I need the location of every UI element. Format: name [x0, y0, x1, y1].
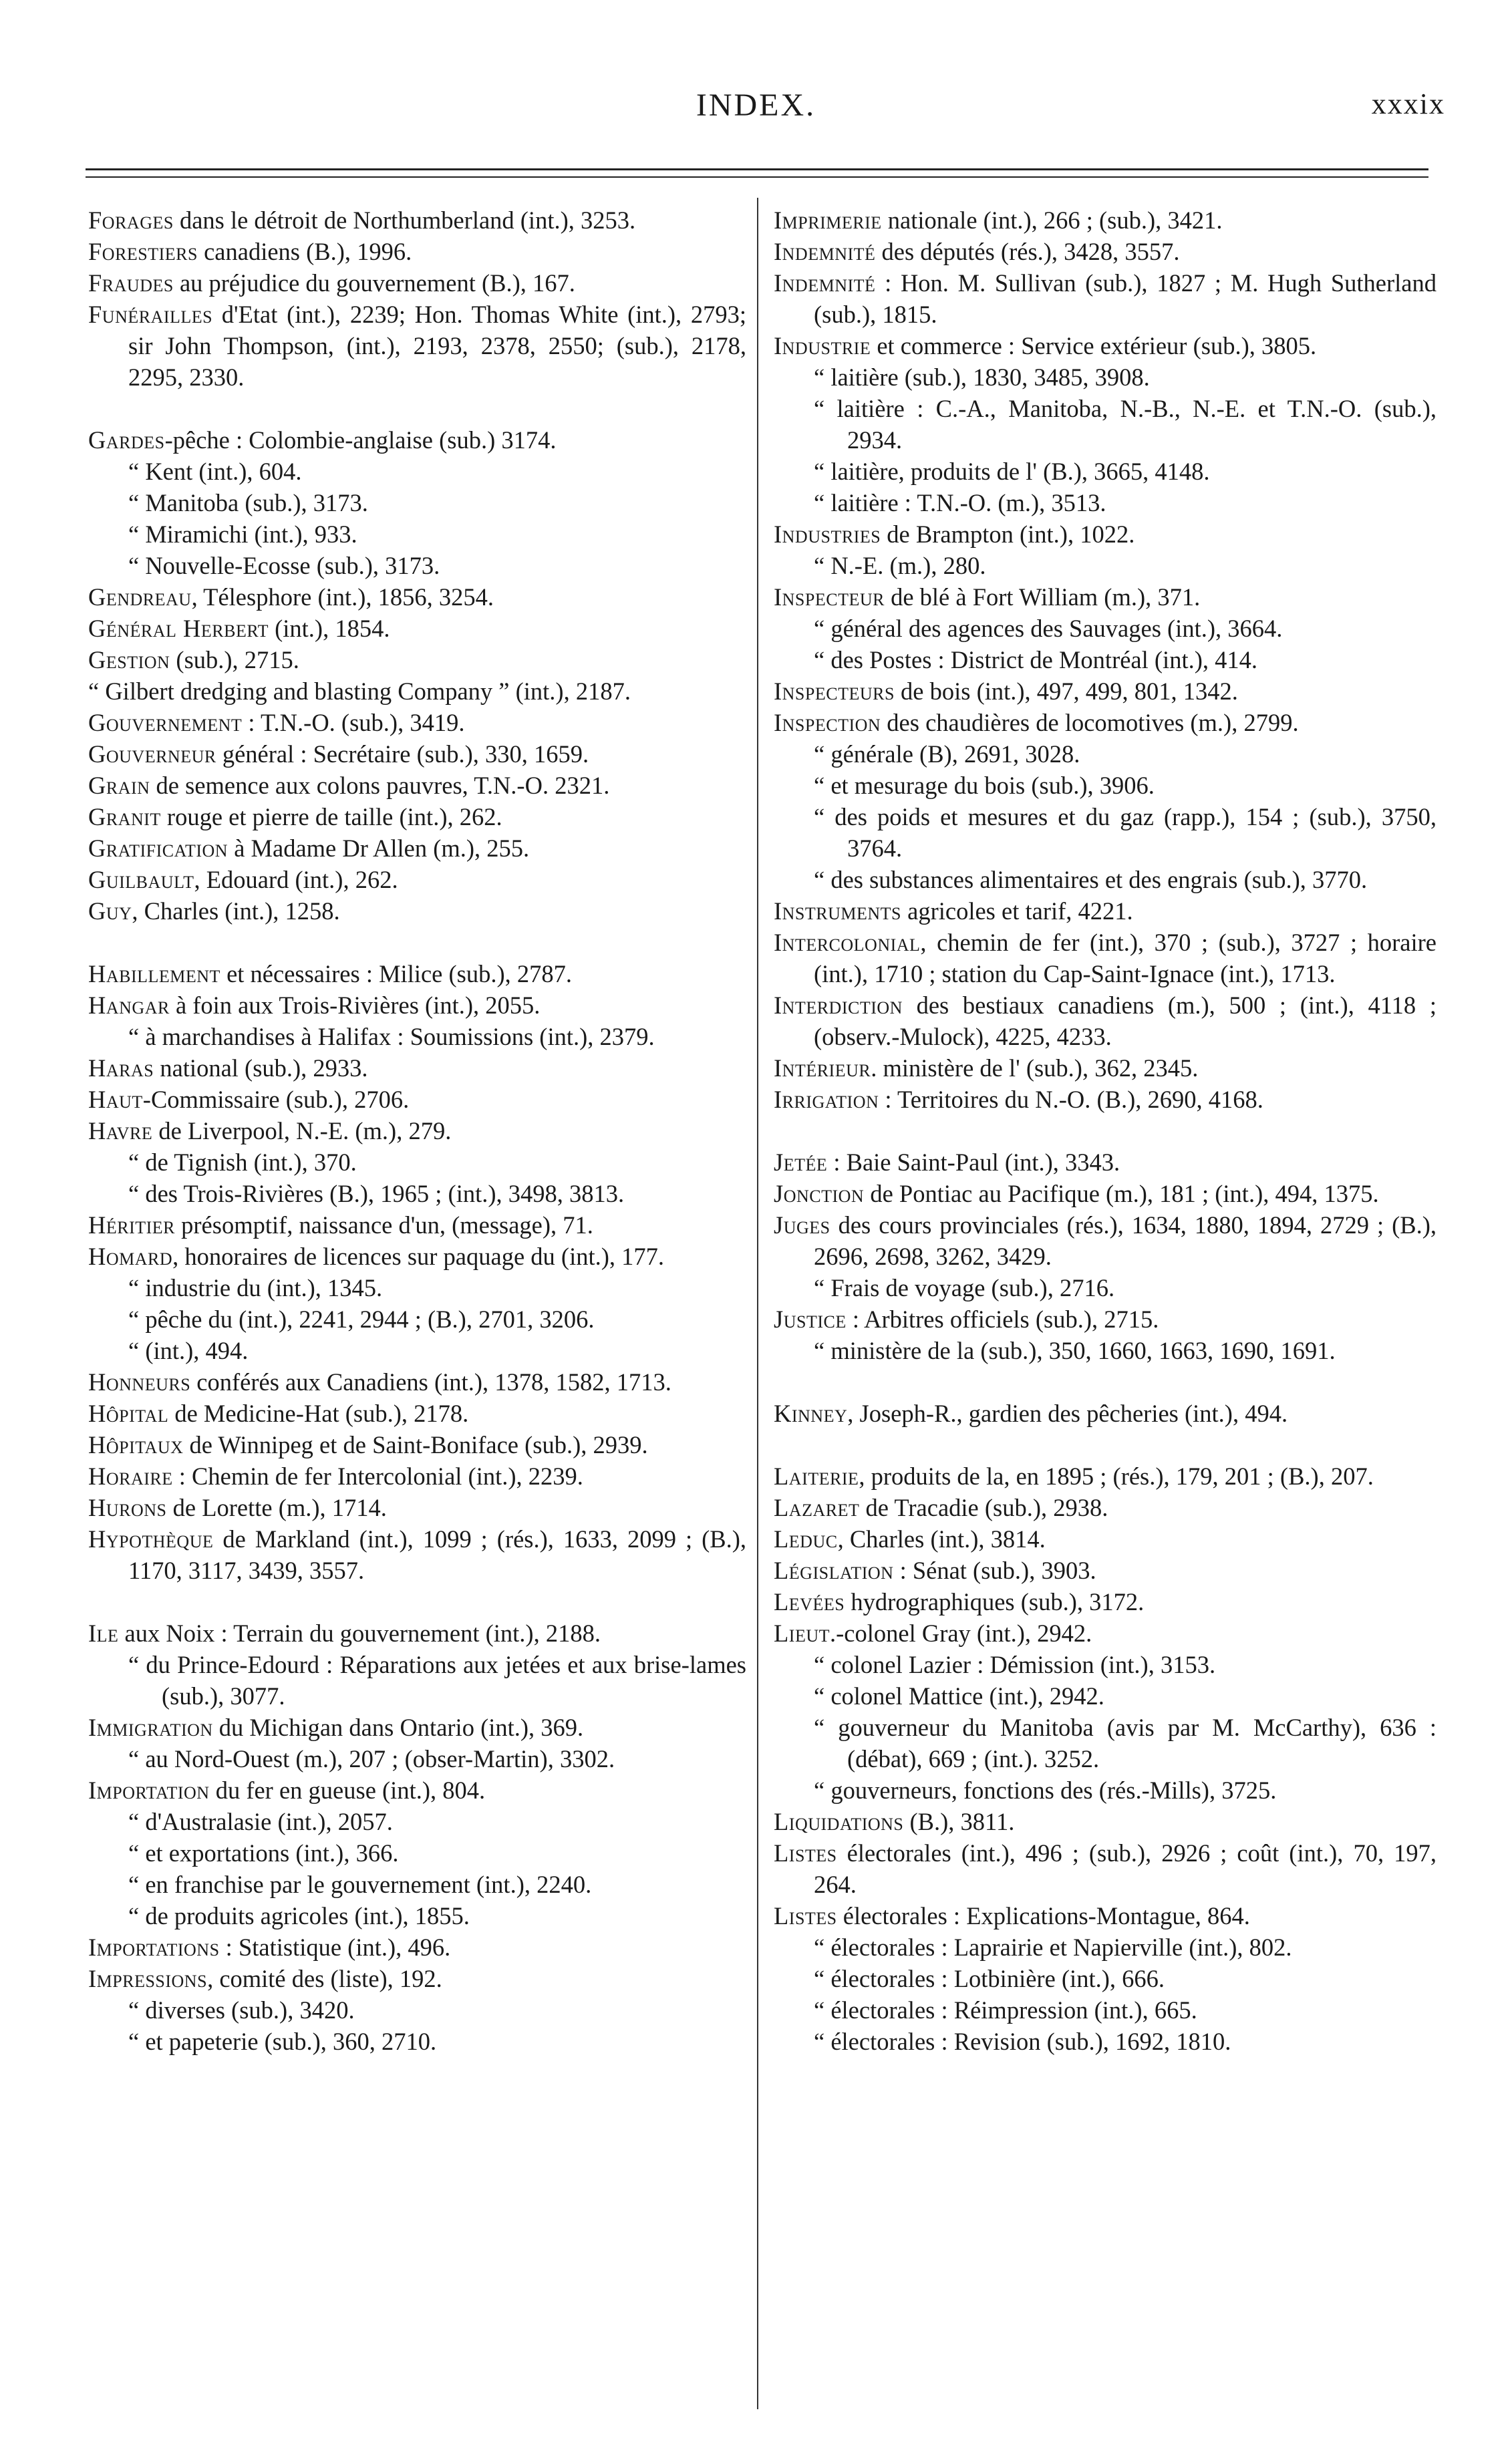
index-subentry — [88, 2026, 746, 2057]
index-subentry — [88, 1994, 746, 2026]
entry-heading: Granit — [88, 803, 161, 830]
index-subentry — [88, 1146, 746, 1178]
entry-heading: Irrigation — [774, 1086, 879, 1113]
subentry-text: “ et mesurage du bois (sub.), 3906. — [814, 772, 1155, 799]
subentry-text: “ et exportations (int.), 366. — [128, 1839, 399, 1867]
entry-text: agricoles et tarif, 4221. — [901, 897, 1133, 925]
index-subentry — [88, 1335, 746, 1366]
header-rule-thick — [86, 168, 1428, 170]
index-entry — [88, 1429, 746, 1460]
entry-heading: Importation — [88, 1777, 210, 1804]
index-entry — [774, 895, 1437, 927]
section-gap — [774, 1115, 1437, 1146]
index-entry — [88, 1775, 746, 1806]
entry-heading: Listes — [774, 1902, 837, 1930]
entry-heading: Guy — [88, 897, 132, 925]
index-subentry — [774, 770, 1437, 801]
entry-text: : Chemin de fer Intercolonial (int.), 2239. — [172, 1462, 583, 1490]
entry-heading: Importations — [88, 1934, 220, 1961]
subentry-text: “ des poids et mesures et du gaz (rapp.), 154 ; (sub.), 3750, 3764. — [814, 803, 1437, 862]
index-entry — [88, 1209, 746, 1241]
index-column-right — [774, 204, 1437, 2057]
entry-heading: Intercolonial — [774, 929, 921, 956]
index-entry — [88, 1460, 746, 1492]
entry-text: (B.), 3811. — [903, 1808, 1015, 1835]
index-subentry — [88, 1743, 746, 1775]
index-entry — [88, 770, 746, 801]
section-gap — [88, 1586, 746, 1618]
entry-text: , honoraires de licences sur paquage du (int.), 177. — [172, 1243, 665, 1270]
page-title: INDEX. — [696, 88, 816, 123]
subentry-text: “ des Postes : District de Montréal (int.), 414. — [814, 646, 1257, 673]
index-entry — [88, 299, 746, 393]
entry-heading: Immigration — [88, 1714, 213, 1741]
entry-text: : Hon. M. Sullivan (sub.), 1827 ; M. Hugh Sutherland (sub.), 1815. — [814, 269, 1437, 328]
entry-text: , Charles (int.), 3814. — [837, 1525, 1046, 1553]
index-subentry — [88, 1869, 746, 1900]
entry-text: conférés aux Canadiens (int.), 1378, 1582, 1713. — [190, 1368, 671, 1396]
subentry-text: “ de produits agricoles (int.), 1855. — [128, 1902, 470, 1930]
header-rule-thin — [86, 176, 1428, 178]
subentry-text: “ de Tignish (int.), 370. — [128, 1148, 357, 1176]
index-entry — [774, 1900, 1437, 1932]
index-entry — [88, 1492, 746, 1523]
entry-text: hydrographiques (sub.), 3172. — [845, 1588, 1145, 1615]
index-subentry — [774, 1335, 1437, 1366]
section-gap — [88, 927, 746, 958]
index-entry — [774, 927, 1437, 989]
index-entry — [88, 1618, 746, 1649]
index-entry — [774, 1523, 1437, 1555]
entry-text: des députés (rés.), 3428, 3557. — [875, 238, 1180, 265]
subentry-text: “ industrie du (int.), 1345. — [128, 1274, 383, 1301]
entry-heading: Laiterie — [774, 1462, 859, 1490]
entry-heading: Impressions — [88, 1965, 208, 1992]
entry-heading: Havre — [88, 1117, 153, 1144]
index-entry — [88, 1115, 746, 1146]
subentry-text: “ et papeterie (sub.), 360, 2710. — [128, 2028, 437, 2055]
entry-heading: Législation — [774, 1557, 894, 1584]
index-entry — [88, 738, 746, 770]
index-entry — [88, 1366, 746, 1398]
index-entry — [774, 707, 1437, 738]
subentry-text: “ au Nord-Ouest (m.), 207 ; (obser-Martin), 3302. — [128, 1745, 615, 1773]
entry-text: , Télesphore (int.), 1856, 3254. — [191, 583, 494, 611]
entry-heading: Kinney — [774, 1400, 848, 1427]
index-entry — [88, 1712, 746, 1743]
index-subentry — [774, 801, 1437, 864]
entry-text: de Medicine-Hat (sub.), 2178. — [168, 1400, 469, 1427]
index-entry — [774, 989, 1437, 1052]
entry-heading: Gouvernement — [88, 709, 243, 736]
index-subentry — [774, 1272, 1437, 1303]
entry-text: : Sénat (sub.), 3903. — [893, 1557, 1096, 1584]
entry-text: de blé à Fort William (m.), 371. — [884, 583, 1201, 611]
entry-text: : Baie Saint-Paul (int.), 3343. — [827, 1148, 1120, 1176]
index-entry — [88, 1398, 746, 1429]
index-subentry — [88, 487, 746, 518]
index-entry — [774, 1555, 1437, 1586]
entry-heading: Levées — [774, 1588, 845, 1615]
index-subentry — [774, 644, 1437, 675]
subentry-text: “ Manitoba (sub.), 3173. — [128, 489, 368, 516]
index-entry — [774, 236, 1437, 267]
entry-heading: Forages — [88, 206, 174, 234]
subentry-text: “ du Prince-Edourd : Réparations aux jetées et aux brise-lames (sub.), 3077. — [128, 1651, 746, 1710]
index-subentry — [88, 1900, 746, 1932]
entry-text: , chemin de fer (int.), 370 ; (sub.), 3727 ; horaire (int.), 1710 ; station du Cap-Saint-Ignace (int.), 1713. — [814, 929, 1437, 987]
index-entry — [88, 236, 746, 267]
entry-heading: Imprimerie — [774, 206, 882, 234]
subentry-text: “ colonel Mattice (int.), 2942. — [814, 1682, 1104, 1710]
index-entry — [88, 1963, 746, 1994]
index-entry — [88, 204, 746, 236]
index-subentry — [774, 738, 1437, 770]
entry-text: , Charles (int.), 1258. — [132, 897, 340, 925]
entry-text: de Winnipeg et de Saint-Boniface (sub.), 2939. — [183, 1431, 648, 1458]
subentry-text: “ gouverneur du Manitoba (avis par M. McCarthy), 636 : (débat), 669 ; (int.). 3252. — [814, 1714, 1437, 1773]
index-subentry — [774, 1680, 1437, 1712]
entry-text: aux Noix : Terrain du gouvernement (int.), 2188. — [118, 1620, 601, 1647]
index-entry — [774, 1492, 1437, 1523]
index-entry — [774, 204, 1437, 236]
index-subentry — [774, 393, 1437, 456]
entry-text: nationale (int.), 266 ; (sub.), 3421. — [881, 206, 1223, 234]
entry-heading: Ile — [88, 1620, 119, 1647]
subentry-text: “ laitière : C.-A., Manitoba, N.-B., N.-E. et T.N.-O. (sub.), 2934. — [814, 395, 1437, 454]
entry-heading: Inspection — [774, 709, 881, 736]
index-entry — [88, 1241, 746, 1272]
entry-heading: Justice — [774, 1305, 847, 1333]
entry-heading: Lieut — [774, 1620, 830, 1647]
entry-text: présomptif, naissance d'un, (message), 71. — [175, 1211, 593, 1239]
column-divider — [757, 198, 758, 2409]
entry-text: et nécessaires : Milice (sub.), 2787. — [220, 960, 573, 987]
entry-text: .-colonel Gray (int.), 2942. — [830, 1620, 1092, 1647]
entry-text: à foin aux Trois-Rivières (int.), 2055. — [169, 991, 541, 1019]
entry-text: électorales : Explications-Montague, 864. — [837, 1902, 1250, 1930]
entry-text: : Territoires du N.-O. (B.), 2690, 4168. — [879, 1086, 1263, 1113]
entry-text: de Markland (int.), 1099 ; (rés.), 1633, 2099 ; (B.), 1170, 3117, 3439, 3557. — [128, 1525, 746, 1584]
entry-text: de Tracadie (sub.), 2938. — [859, 1494, 1108, 1521]
entry-heading: Hôpitaux — [88, 1431, 184, 1458]
subentry-text: “ des substances alimentaires et des engrais (sub.), 3770. — [814, 866, 1368, 893]
subentry-text: “ Miramichi (int.), 933. — [128, 520, 357, 548]
index-entry — [88, 707, 746, 738]
index-entry — [774, 330, 1437, 361]
subentry-text: “ laitière (sub.), 1830, 3485, 3908. — [814, 363, 1150, 391]
index-subentry — [88, 1021, 746, 1052]
entry-heading: Indemnité — [774, 238, 876, 265]
entry-text: -pêche : Colombie-anglaise (sub.) 3174. — [164, 426, 557, 454]
entry-text: au préjudice du gouvernement (B.), 167. — [173, 269, 575, 297]
index-subentry — [88, 1649, 746, 1712]
index-subentry — [774, 2026, 1437, 2057]
page-header — [0, 87, 1512, 140]
entry-heading: Horaire — [88, 1462, 173, 1490]
index-entry — [88, 895, 746, 927]
entry-heading: Gardes — [88, 426, 165, 454]
index-entry — [774, 267, 1437, 330]
index-subentry — [88, 1272, 746, 1303]
entry-heading: Funérailles — [88, 301, 213, 328]
entry-heading: Inspecteurs — [774, 677, 895, 705]
index-subentry — [774, 1932, 1437, 1963]
subentry-text: “ électorales : Lotbinière (int.), 666. — [814, 1965, 1165, 1992]
entry-text: rouge et pierre de taille (int.), 262. — [160, 803, 502, 830]
entry-text: , Joseph-R., gardien des pêcheries (int.), 494. — [847, 1400, 1288, 1427]
entry-text: des bestiaux canadiens (m.), 500 ; (int.), 4118 ; (observ.-Mulock), 4225, 4233. — [814, 991, 1437, 1050]
index-entry — [774, 581, 1437, 613]
entry-heading: Guilbault — [88, 866, 194, 893]
index-subentry — [774, 1649, 1437, 1680]
index-subentry — [88, 456, 746, 487]
entry-heading: Héritier — [88, 1211, 176, 1239]
index-entry — [88, 581, 746, 613]
entry-heading: Hurons — [88, 1494, 167, 1521]
index-subentry — [88, 1303, 746, 1335]
entry-text: d'Etat (int.), 2239; Hon. Thomas White (int.), 2793; sir John Thompson, (int.), 2193, 2378, 2550; (sub.), 2178, 2295, 2330. — [128, 301, 746, 391]
subentry-text: “ laitière, produits de l' (B.), 3665, 4148. — [814, 458, 1210, 485]
entry-text: de Brampton (int.), 1022. — [881, 520, 1135, 548]
index-subentry — [774, 1963, 1437, 1994]
section-gap — [88, 393, 746, 424]
index-entry — [774, 1618, 1437, 1649]
entry-heading: Instruments — [774, 897, 902, 925]
index-entry — [774, 1806, 1437, 1837]
index-entry — [88, 958, 746, 989]
subentry-text: “ électorales : Revision (sub.), 1692, 1810. — [814, 2028, 1231, 2055]
entry-text: “ Gilbert dredging and blasting Company ” (int.), 2187. — [88, 677, 631, 705]
entry-text: à Madame Dr Allen (m.), 255. — [228, 834, 530, 862]
entry-text: de Liverpool, N.-E. (m.), 279. — [152, 1117, 452, 1144]
index-subentry — [774, 1994, 1437, 2026]
entry-heading: Indemnité — [774, 269, 876, 297]
index-subentry — [88, 1178, 746, 1209]
index-subentry — [774, 1775, 1437, 1806]
entry-heading: Industries — [774, 520, 881, 548]
index-subentry — [88, 550, 746, 581]
entry-heading: Honneurs — [88, 1368, 191, 1396]
subentry-text: “ gouverneurs, fonctions des (rés.-Mills), 3725. — [814, 1777, 1277, 1804]
subentry-text: “ Frais de voyage (sub.), 2716. — [814, 1274, 1115, 1301]
index-subentry — [88, 1806, 746, 1837]
entry-text: : T.N.-O. (sub.), 3419. — [242, 709, 465, 736]
index-entry — [88, 989, 746, 1021]
index-entry — [774, 1178, 1437, 1209]
entry-heading: Gestion — [88, 646, 170, 673]
subentry-text: “ générale (B), 2691, 3028. — [814, 740, 1080, 768]
index-subentry — [88, 518, 746, 550]
subentry-text: “ en franchise par le gouvernement (int.), 2240. — [128, 1871, 592, 1898]
entry-heading: Forestiers — [88, 238, 198, 265]
subentry-text: “ d'Australasie (int.), 2057. — [128, 1808, 393, 1835]
subentry-text: “ des Trois-Rivières (B.), 1965 ; (int.), 3498, 3813. — [128, 1180, 625, 1207]
entry-text: -Commissaire (sub.), 2706. — [142, 1086, 410, 1113]
entry-text: , Edouard (int.), 262. — [194, 866, 398, 893]
index-entry — [774, 1209, 1437, 1272]
subentry-text: “ colonel Lazier : Démission (int.), 3153. — [814, 1651, 1216, 1678]
entry-heading: Gendreau — [88, 583, 192, 611]
index-entry — [774, 1052, 1437, 1084]
subentry-text: “ (int.), 494. — [128, 1337, 249, 1364]
index-subentry — [774, 864, 1437, 895]
index-entry — [88, 424, 746, 456]
entry-heading: Leduc — [774, 1525, 838, 1553]
index-subentry — [774, 1712, 1437, 1775]
index-column-left — [88, 204, 746, 2057]
subentry-text: “ diverses (sub.), 3420. — [128, 1996, 355, 2024]
entry-text: national (sub.), 2933. — [154, 1054, 368, 1082]
index-entry — [774, 1837, 1437, 1900]
entry-heading: Lazaret — [774, 1494, 860, 1521]
entry-heading: Haras — [88, 1054, 154, 1082]
entry-text: , comité des (liste), 192. — [207, 1965, 442, 1992]
entry-text: général : Secrétaire (sub.), 330, 1659. — [216, 740, 589, 768]
index-subentry — [88, 1837, 746, 1869]
subentry-text: “ Kent (int.), 604. — [128, 458, 302, 485]
index-entry — [88, 675, 746, 707]
subentry-text: “ pêche du (int.), 2241, 2944 ; (B.), 2701, 3206. — [128, 1305, 595, 1333]
index-entry — [774, 1460, 1437, 1492]
entry-text: dans le détroit de Northumberland (int.), 3253. — [173, 206, 636, 234]
entry-text: de Pontiac au Pacifique (m.), 181 ; (int.), 494, 1375. — [864, 1180, 1379, 1207]
entry-heading: Interdiction — [774, 991, 903, 1019]
index-entry — [88, 832, 746, 864]
index-entry — [88, 613, 746, 644]
entry-heading: Gratification — [88, 834, 229, 862]
entry-heading: Homard — [88, 1243, 173, 1270]
entry-heading: Gouverneur — [88, 740, 216, 768]
entry-text: de Lorette (m.), 1714. — [166, 1494, 387, 1521]
entry-text: : Statistique (int.), 496. — [219, 1934, 451, 1961]
entry-text: de semence aux colons pauvres, T.N.-O. 2321. — [150, 772, 610, 799]
index-entry — [88, 644, 746, 675]
index-subentry — [774, 361, 1437, 393]
entry-heading: Jonction — [774, 1180, 865, 1207]
entry-heading: Grain — [88, 772, 150, 799]
entry-heading: Juges — [774, 1211, 830, 1239]
index-subentry — [774, 487, 1437, 518]
entry-text: du fer en gueuse (int.), 804. — [209, 1777, 486, 1804]
entry-text: (int.), 1854. — [269, 615, 390, 642]
entry-text: électorales (int.), 496 ; (sub.), 2926 ; coût (int.), 70, 197, 264. — [814, 1839, 1437, 1898]
section-gap — [774, 1366, 1437, 1398]
entry-text: des chaudières de locomotives (m.), 2799. — [881, 709, 1299, 736]
entry-text: : Arbitres officiels (sub.), 2715. — [846, 1305, 1159, 1333]
entry-heading: Fraudes — [88, 269, 174, 297]
entry-heading: Industrie — [774, 332, 871, 359]
subentry-text: “ laitière : T.N.-O. (m.), 3513. — [814, 489, 1106, 516]
entry-text: des cours provinciales (rés.), 1634, 1880, 1894, 2729 ; (B.), 2696, 2698, 3262, 3429. — [814, 1211, 1437, 1270]
subentry-text: “ électorales : Laprairie et Napierville (int.), 802. — [814, 1934, 1292, 1961]
entry-text: et commerce : Service extérieur (sub.), 3805. — [871, 332, 1317, 359]
index-entry — [774, 1303, 1437, 1335]
subentry-text: “ à marchandises à Halifax : Soumissions (int.), 2379. — [128, 1023, 655, 1050]
index-subentry — [774, 613, 1437, 644]
entry-heading: Liquidations — [774, 1808, 904, 1835]
entry-heading: Jetée — [774, 1148, 828, 1176]
entry-heading: Hôpital — [88, 1400, 169, 1427]
entry-text: , produits de la, en 1895 ; (rés.), 179, 201 ; (B.), 207. — [859, 1462, 1374, 1490]
index-subentry — [774, 456, 1437, 487]
index-entry — [88, 1084, 746, 1115]
subentry-text: “ Nouvelle-Ecosse (sub.), 3173. — [128, 552, 440, 579]
entry-heading: Inspecteur — [774, 583, 885, 611]
entry-heading: Général Herbert — [88, 615, 269, 642]
subentry-text: “ électorales : Réimpression (int.), 665. — [814, 1996, 1197, 2024]
subentry-text: “ ministère de la (sub.), 350, 1660, 1663, 1690, 1691. — [814, 1337, 1336, 1364]
section-gap — [774, 1429, 1437, 1460]
entry-heading: Hypothèque — [88, 1525, 214, 1553]
entry-text: de bois (int.), 497, 499, 801, 1342. — [894, 677, 1238, 705]
index-entry — [774, 1084, 1437, 1115]
entry-heading: Habillement — [88, 960, 220, 987]
index-entry — [88, 1932, 746, 1963]
entry-heading: Listes — [774, 1839, 837, 1867]
index-entry — [88, 267, 746, 299]
index-entry — [774, 675, 1437, 707]
subentry-text: “ général des agences des Sauvages (int.), 3664. — [814, 615, 1283, 642]
entry-heading: Intérieur — [774, 1054, 871, 1082]
page-number: xxxix — [1371, 88, 1445, 120]
entry-heading: Haut — [88, 1086, 143, 1113]
index-entry — [774, 1398, 1437, 1429]
entry-text: canadiens (B.), 1996. — [197, 238, 412, 265]
entry-heading: Hangar — [88, 991, 170, 1019]
index-entry — [774, 1586, 1437, 1618]
index-entry — [88, 1052, 746, 1084]
entry-text: du Michigan dans Ontario (int.), 369. — [212, 1714, 584, 1741]
index-subentry — [774, 550, 1437, 581]
entry-text: . ministère de l' (sub.), 362, 2345. — [871, 1054, 1199, 1082]
entry-text: (sub.), 2715. — [170, 646, 299, 673]
subentry-text: “ N.-E. (m.), 280. — [814, 552, 986, 579]
index-entry — [774, 518, 1437, 550]
index-entry — [88, 801, 746, 832]
index-entry — [774, 1146, 1437, 1178]
index-entry — [88, 864, 746, 895]
index-entry — [88, 1523, 746, 1586]
